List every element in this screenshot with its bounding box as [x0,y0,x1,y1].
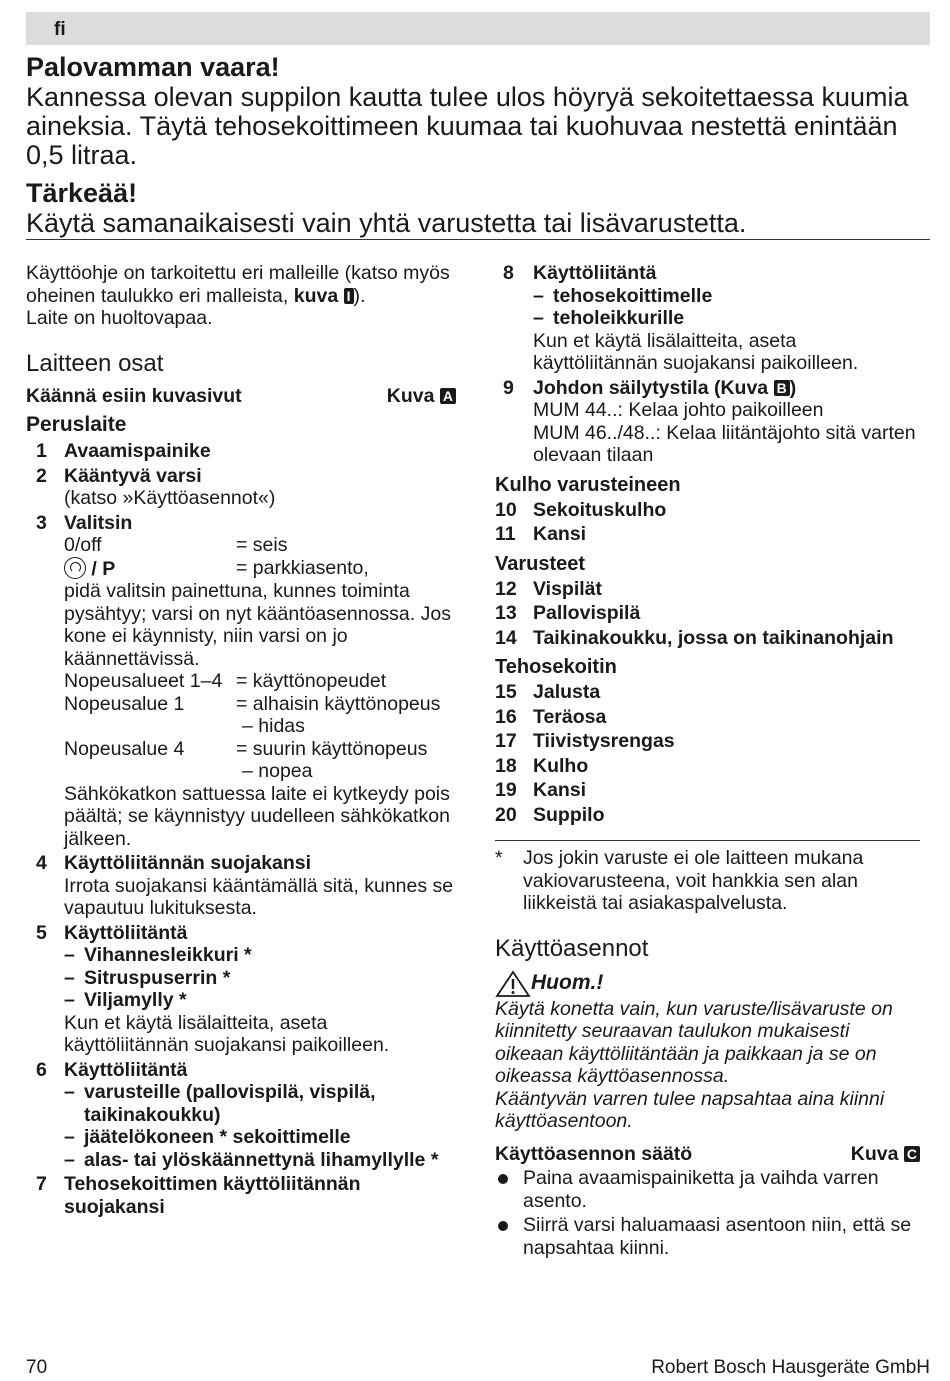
list-item: 8 Käyttöliitäntä – tehosekoittimelle – teholeikkurille Kun et käytä lisälaitteita, aseta käyttöliitännän suojakansi paikoilleen. [503,262,859,374]
intro-paragraph: Käyttöohje on tarkoitettu eri malleille (katso myös oheinen taulukko eri malleista, kuva I ). Laite on huoltovapaa. [26,262,450,329]
parking-symbol-icon [64,557,86,579]
language-bar [26,12,930,45]
list-item: 10 Sekoituskulho [495,498,667,521]
list-item: 16 Teräosa [495,705,607,728]
list-item: 6 Käyttöliitäntä – varusteille (pallovispilä, vispilä, taikinakoukku) – jäätelökoneen * sekoittimelle – alas- tai ylöskäännettynä lihamyllylle * [36,1058,439,1171]
page-number: 70 [26,1357,48,1378]
list-item: 4 Käyttöliitännän suojakansi Irrota suojakansi kääntämällä sitä, kunnes se vapautuu lukituksesta. [36,852,454,919]
list-item: 5 Käyttöliitäntä – Vihannesleikkuri * – Sitruspuserrin * – Viljamylly * Kun et käytä lisälaitteita, aseta käyttöliitännän suojakansi paikoilleen. [36,921,390,1056]
section-title-parts: Laitteen osat [26,349,164,377]
warning-block [26,52,930,238]
base-unit-title: Peruslaite [26,413,127,436]
turn-pages-row: Käännä esiin kuvasivut Kuva A [26,385,456,408]
bullet-item: Paina avaamispainiketta ja vaihda varren asento. [495,1167,920,1212]
bullet-item: Siirrä varsi haluamaasi asentoon niin, että se napsahtaa kiinni. [495,1214,920,1259]
list-item: 11 Kansi [495,523,587,545]
list-item: 15 Jalusta [495,681,601,703]
list-item: 2 Kääntyvä varsi (katso »Käyttöasennot«) [36,464,276,509]
burn-warning-text: Kannessa olevan suppilon kautta tulee ulos höyryä sekoitettaessa kuumia aineksia. Täytä tehosekoittimeen kuumaa tai kuohuvaa nestettä enintään 0,5 litraa. [26,82,909,170]
list-item: 7 Tehosekoittimen käyttöliitännän suojakansi [36,1173,361,1218]
list-item: 13 Pallovispilä [495,602,641,624]
important-text: Käytä samanaikaisesti vain yhtä varustetta tai lisävarustetta. [26,208,747,238]
list-item: 14 Taikinakoukku, jossa on taikinanohjain [495,626,894,649]
list-item: 18 Kulho [495,754,589,777]
group-title: Tehosekoitin [495,656,617,678]
note-text: Käytä konetta vain, kun varuste/lisävaruste on kiinnitetty seuraavan taulukon mukaisesti oikeaan käyttöliitäntään ja paikkaan ja se on oikeassa käyttöasennossa. [495,997,893,1087]
language-code: fi [54,19,66,40]
list-item: 1 Avaamispainike [36,440,211,462]
note-heading [495,970,920,998]
right-column [495,262,920,1259]
list-item: 17 Tiivistysrengas [495,730,675,752]
figure-key-b: B [774,380,790,396]
figure-key-i: I [344,288,354,304]
burn-warning-title: Palovamman vaara! [26,52,280,82]
list-item: 12 Vispilät [495,577,603,600]
list-item: 20 Suppilo [495,803,605,826]
adjust-position-row: Käyttöasennon säätö Kuva C [495,1143,920,1166]
figure-ref-a: Kuva A [387,385,456,408]
footnote-divider [495,840,920,841]
figure-ref-c: Kuva C [851,1143,920,1166]
warning-triangle-icon [495,970,531,998]
group-title: Varusteet [495,552,586,575]
note-label: Huom.! [531,971,604,995]
publisher: Robert Bosch Hausgeräte GmbH [651,1357,930,1378]
important-title: Tärkeää! [26,178,138,208]
left-column [26,262,456,1218]
footnote: * Jos jokin varuste ei ole laitteen mukana vakiovarusteena, voit hankkia sen alan liikkeistä tai asiakaspalvelusta. [495,847,864,914]
list-item: 3 Valitsin 0/off = seis / P = parkkiasento, pidä valitsin painettuna, kunnes toiminta pysähtyy; varsi on nyt kääntöasennossa. Jos kone ei käynnisty, niin varsi on jo käännettävissä. Nopeusalueet 1–4 = käyttönopeudet Nopeusalue 1 = alhaisin käyttönopeus – hidas Nopeusalue 4 = suurin käyttönopeus – nopea Sähkökatkon sattuessa laite ei kytkeydy pois päältä; se käynnistyy uudelleen sähkökatkon jälkeen. [36,511,451,850]
note-text-2: Kääntyvän varren tulee napsahtaa aina kiinni käyttöasentoon. [495,1087,885,1132]
list-item: 19 Kansi [495,779,587,801]
list-item: 9 Johdon säilytystila (Kuva B ) MUM 44..: Kelaa johto paikoilleen MUM 46../48..: Kelaa liitäntäjohto sitä varten olevaan tilaan [503,376,916,466]
header-divider [26,239,930,240]
section-title-positions: Käyttöasennot [495,934,649,962]
group-title: Kulho varusteineen [495,473,681,496]
